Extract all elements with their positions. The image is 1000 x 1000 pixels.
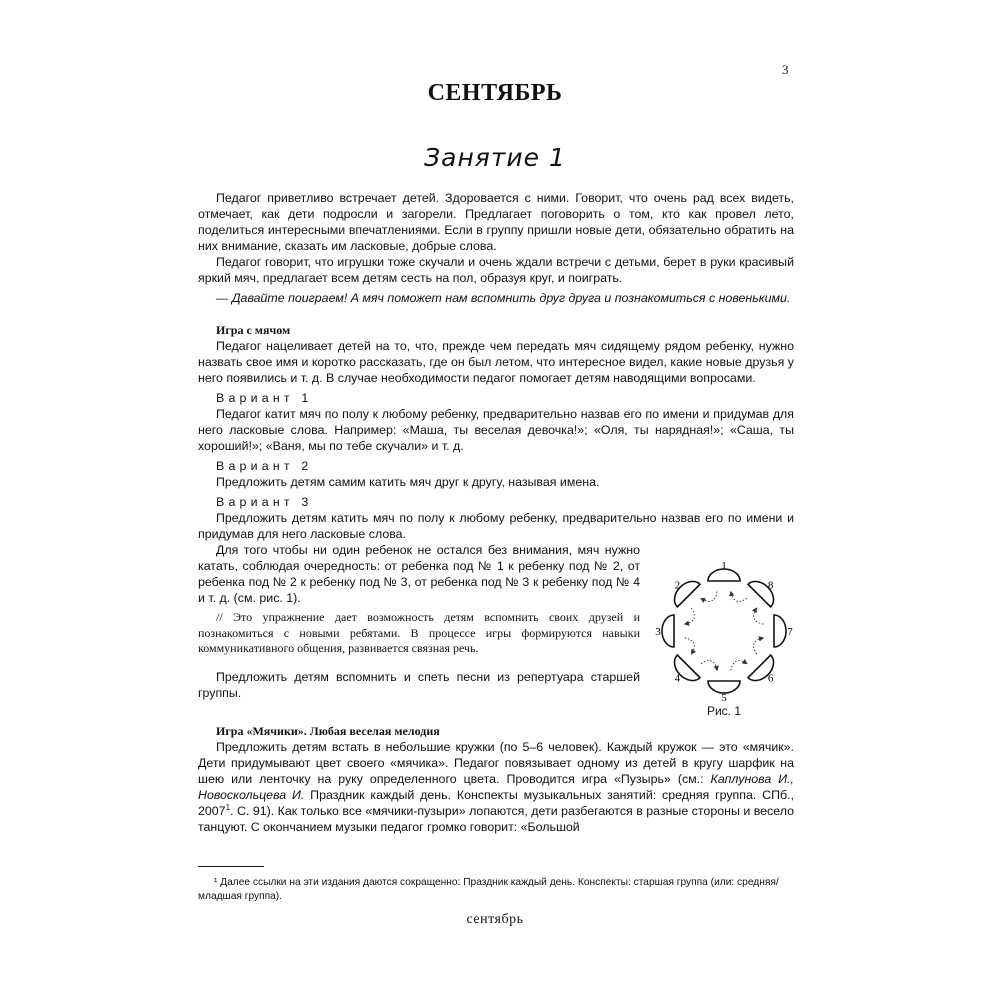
reference-authors: Каплунова И., Новоскольцева И. <box>198 771 795 802</box>
page-number: 3 <box>782 62 789 77</box>
teacher-speech: — Давайте поиграем! А мяч поможет нам вспомнить друг друга и познакомиться с новенькими. <box>216 291 791 305</box>
seat-3 <box>662 615 674 647</box>
footnote: ¹ Далее ссылки на эти издания даются сокращенно: Праздник каждый день. Конспекты: старшая группа (или: средняя/младшая группа). <box>198 877 779 902</box>
pass-arrow-4 <box>701 661 717 671</box>
footnote-divider <box>198 866 264 867</box>
game2-text <box>198 739 794 835</box>
game2-text-part2: . С. 91). Как только все «мячики-пузыри» лопаются, дети разбегаются в разные стороны и весело танцуют. С окончанием музыки педагог громко говорит: «Большой <box>198 803 794 834</box>
pass-arrow-7 <box>754 608 764 624</box>
reference-title: Праздник каждый день. Конспекты музыкальных занятий: средняя группа. СПб., 2007 <box>198 787 794 818</box>
methodical-note: // Это упражнение дает возможность детям вспомнить своих друзей и познакомиться с новыми ребятами. В процессе игры формируются навыки коммуникативного общения, развивается связная речь. <box>198 610 640 655</box>
variant3-text: Предложить детям катить мяч по полу к любому ребенку, предварительно назвав его по имени и придумав для него ласковые слова. <box>198 511 794 541</box>
figure-circle-diagram <box>654 558 794 728</box>
seat-label-5: 5 <box>721 692 727 704</box>
pass-arrow-3 <box>685 638 695 654</box>
game1-heading: Игра с мячом <box>216 323 291 337</box>
seat-7 <box>774 615 786 647</box>
pass-arrow-5 <box>731 661 747 671</box>
seat-4 <box>669 655 700 686</box>
seat-label-7: 7 <box>787 626 793 638</box>
seat-2 <box>669 576 700 607</box>
seat-label-1: 1 <box>721 560 727 572</box>
pass-arrow-6 <box>754 638 764 654</box>
footnote-mark[interactable]: 1 <box>225 802 231 812</box>
order-text: Для того чтобы ни один ребенок не остался без внимания, мяч нужно катать, соблюдая очередность: от ребенка под № 1 к ребенку под № 2, от ребенка под № 2 к ребенку под № 3, от ребенка под № 3 к ребенку под № 4 и т. д. (см. рис. 1). <box>198 543 640 605</box>
running-footer: сентябрь <box>466 912 524 927</box>
pass-arrow-1 <box>701 592 717 602</box>
pass-arrow-8 <box>731 592 747 602</box>
pass-arrows <box>685 592 764 671</box>
seat-label-3: 3 <box>655 626 661 638</box>
intro-paragraph-1: Педагог приветливо встречает детей. Здоровается с ними. Говорит, что очень рад всех видеть, отмечает, как дети подросли и загорели. Предлагает поговорить о том, кто как провел лето, поделиться интересными впечатлениями. Если в группу пришли новые дети, обязательно обратить на них внимание, сказать им ласковые, добрые слова. <box>198 191 794 253</box>
game2-heading: Игра «Мячики». Любая веселая мелодия <box>216 723 440 738</box>
song-text: Предложить детям вспомнить и спеть песни из репертуара старшей группы. <box>198 669 640 700</box>
variant3-label: Вариант 3 <box>216 495 313 509</box>
game1-text: Педагог нацеливает детей на то, что, прежде чем передать мяч сидящему рядом ребенку, нужно назвать свое имя и коротко рассказать, где он был летом, что интересное видел, какие новые друзья у него появились и т. д. В случае необходимости педагог помогает детям наводящими вопросами. <box>198 339 794 385</box>
intro-paragraph-2: Педагог говорит, что игрушки тоже скучали и очень ждали встречи с детьми, берет в руки красивый яркий мяч, предлагает всем детям сесть на пол, образуя круг, и поиграть. <box>198 255 794 285</box>
seat-8 <box>748 576 779 607</box>
lesson-title: Занятие 1 <box>424 143 566 172</box>
variant1-text: Педагог катит мяч по полу к любому ребенку, предварительно назвав его по имени и придумав для него ласковые слова. Например: «Маша, ты веселая девочка!»; «Оля, ты нарядная!»; «Саша, ты хороший!»; «Ваня, мы по тебе скучали» и т. д. <box>198 407 794 453</box>
variant1-label: Вариант 1 <box>216 391 313 405</box>
circle-diagram <box>654 558 794 708</box>
seat-label-6: 6 <box>767 672 774 685</box>
variant2-label: Вариант 2 <box>216 459 313 473</box>
seat-label-2: 2 <box>674 579 681 592</box>
pass-arrow-2 <box>685 608 695 624</box>
seat-label-8: 8 <box>767 579 774 592</box>
game2-text-part1: Предложить детям встать в небольшие кружки (по 5–6 человек). Каждый кружок — это «мячик». Дети придумывают цвет своего «мячика». Педагог повязывает одному из детей в кругу шарфик на шею или ленточку на руку определенного цвета. Проводится игра «Пузырь» (см.: <box>198 739 794 786</box>
page-body <box>198 190 794 835</box>
seat-6 <box>748 655 779 686</box>
page-title: СЕНТЯБРЬ <box>427 80 563 106</box>
seat-label-4: 4 <box>674 672 681 685</box>
variant2-text: Предложить детям самим катить мяч друг к другу, называя имена. <box>216 475 600 489</box>
figure-caption: Рис. 1 <box>706 704 742 718</box>
